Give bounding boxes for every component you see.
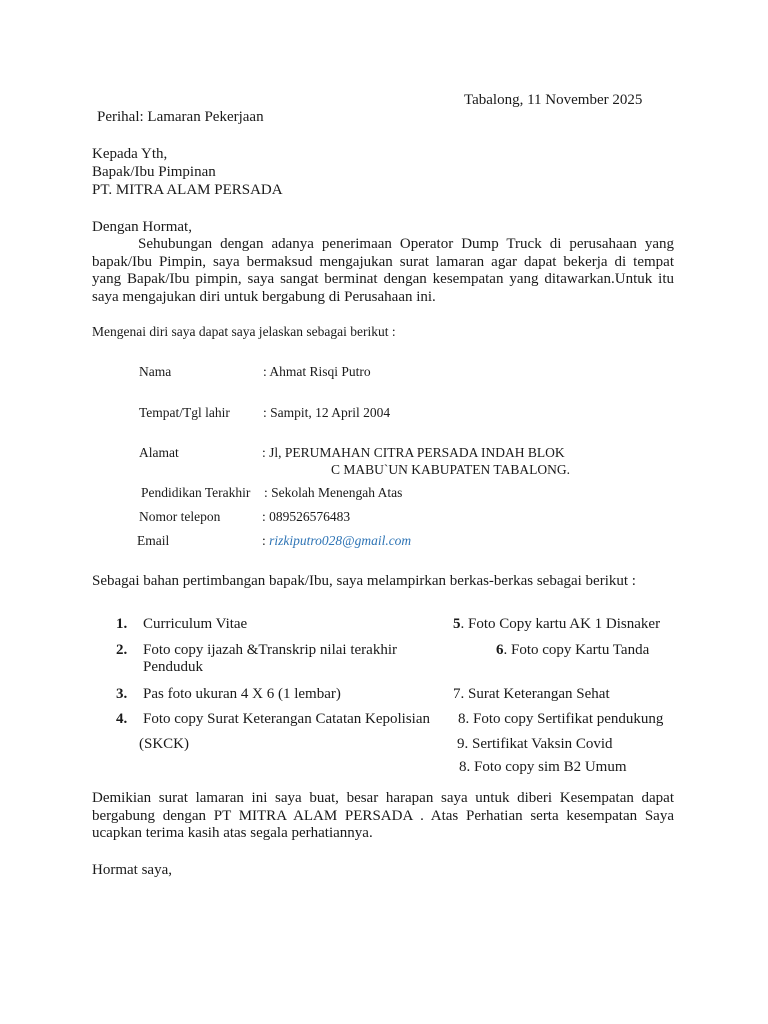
email-link[interactable]: rizkiputro028@gmail.com [269,533,412,548]
attachment-number: 1. [116,616,128,632]
intro-line: bapak/Ibu Pimpin, saya bermaksud mengajukan surat lamaran agar dapat bekerja di tempat [92,253,674,270]
attachment-number: 2. [116,642,128,658]
attachment-item-right: 7. Surat Keterangan Sehat [453,686,610,702]
attachment-item: Foto copy ijazah &Transkrip nilai terakhir [143,642,397,658]
attachment-item-right: 8. Foto copy Sertifikat pendukung [458,711,664,727]
email-label: Email [137,533,170,548]
signoff: Hormat saya, [92,862,172,878]
birth-label: Tempat/Tgl lahir [139,405,230,420]
education-value: : Sekolah Menengah Atas [264,485,403,500]
attachment-item: Foto copy Surat Keterangan Catatan Kepolisian [143,711,431,727]
attachment-item-continuation: (SKCK) [139,736,190,752]
phone-label: Nomor telepon [139,509,221,524]
attachment-item-right: 5. Foto Copy kartu AK 1 Disnaker [453,616,661,632]
address-value-line-2: C MABU`UN KABUPATEN TABALONG. [331,462,570,477]
attachment-item-right: 6. Foto copy Kartu Tanda [496,642,650,658]
attachments-intro: Sebagai bahan pertimbangan bapak/Ibu, saya melampirkan berkas-berkas sebagai berikut : [92,573,636,589]
subject-line: Perihal: Lamaran Pekerjaan [97,109,264,125]
attachment-item-right: 9. Sertifikat Vaksin Covid [457,736,613,752]
address-label: Alamat [139,445,179,460]
email-row [262,532,411,549]
attachment-item-right: 8. Foto copy sim B2 Umum [459,759,627,775]
intro-line: saya mengajukan diri untuk bergabung di Perusahaan ini. [92,288,436,305]
intro-line: Sehubungan dengan adanya penerimaan Operator Dump Truck di perusahaan yang [138,236,674,252]
attachment-number: 3. [116,686,128,702]
attachment-item: Curriculum Vitae [143,616,248,632]
recipient-line-2: Bapak/Ibu Pimpinan [92,164,216,180]
email-colon: : [262,533,270,548]
phone-value: : 089526576483 [262,509,351,524]
self-intro: Mengenai diri saya dapat saya jelaskan sebagai berikut : [92,324,396,339]
address-value-line-1: : Jl, PERUMAHAN CITRA PERSADA INDAH BLOK [262,445,565,460]
place-date: Tabalong, 11 November 2025 [464,92,643,108]
attachment-number: 4. [116,711,128,727]
birth-value: : Sampit, 12 April 2004 [263,405,391,420]
education-label: Pendidikan Terakhir [141,485,251,500]
recipient-company: PT. MITRA ALAM PERSADA [92,182,283,198]
greeting: Dengan Hormat, [92,219,192,235]
closing-line: ucapkan terima kasih atas segala perhatiannya. [92,825,373,841]
closing-line: bergabung dengan PT MITRA ALAM PERSADA . Atas Perhatian serta kesempatan Saya [92,807,674,824]
recipient-line-1: Kepada Yth, [92,146,168,162]
name-value: : Ahmat Risqi Putro [263,364,371,379]
closing-paragraph [92,790,674,843]
closing-line: Demikian surat lamaran ini saya buat, besar harapan saya untuk diberi Kesempatan dapat [92,790,674,806]
attachment-item: Pas foto ukuran 4 X 6 (1 lembar) [143,686,341,702]
intro-line: yang Bapak/Ibu pimpin, saya sangat berminat dengan kesempatan yang ditawarkan.Untuk itu [92,271,674,287]
name-label: Nama [139,364,172,379]
intro-paragraph [92,236,674,306]
attachment-item-continuation: Penduduk [143,659,203,675]
